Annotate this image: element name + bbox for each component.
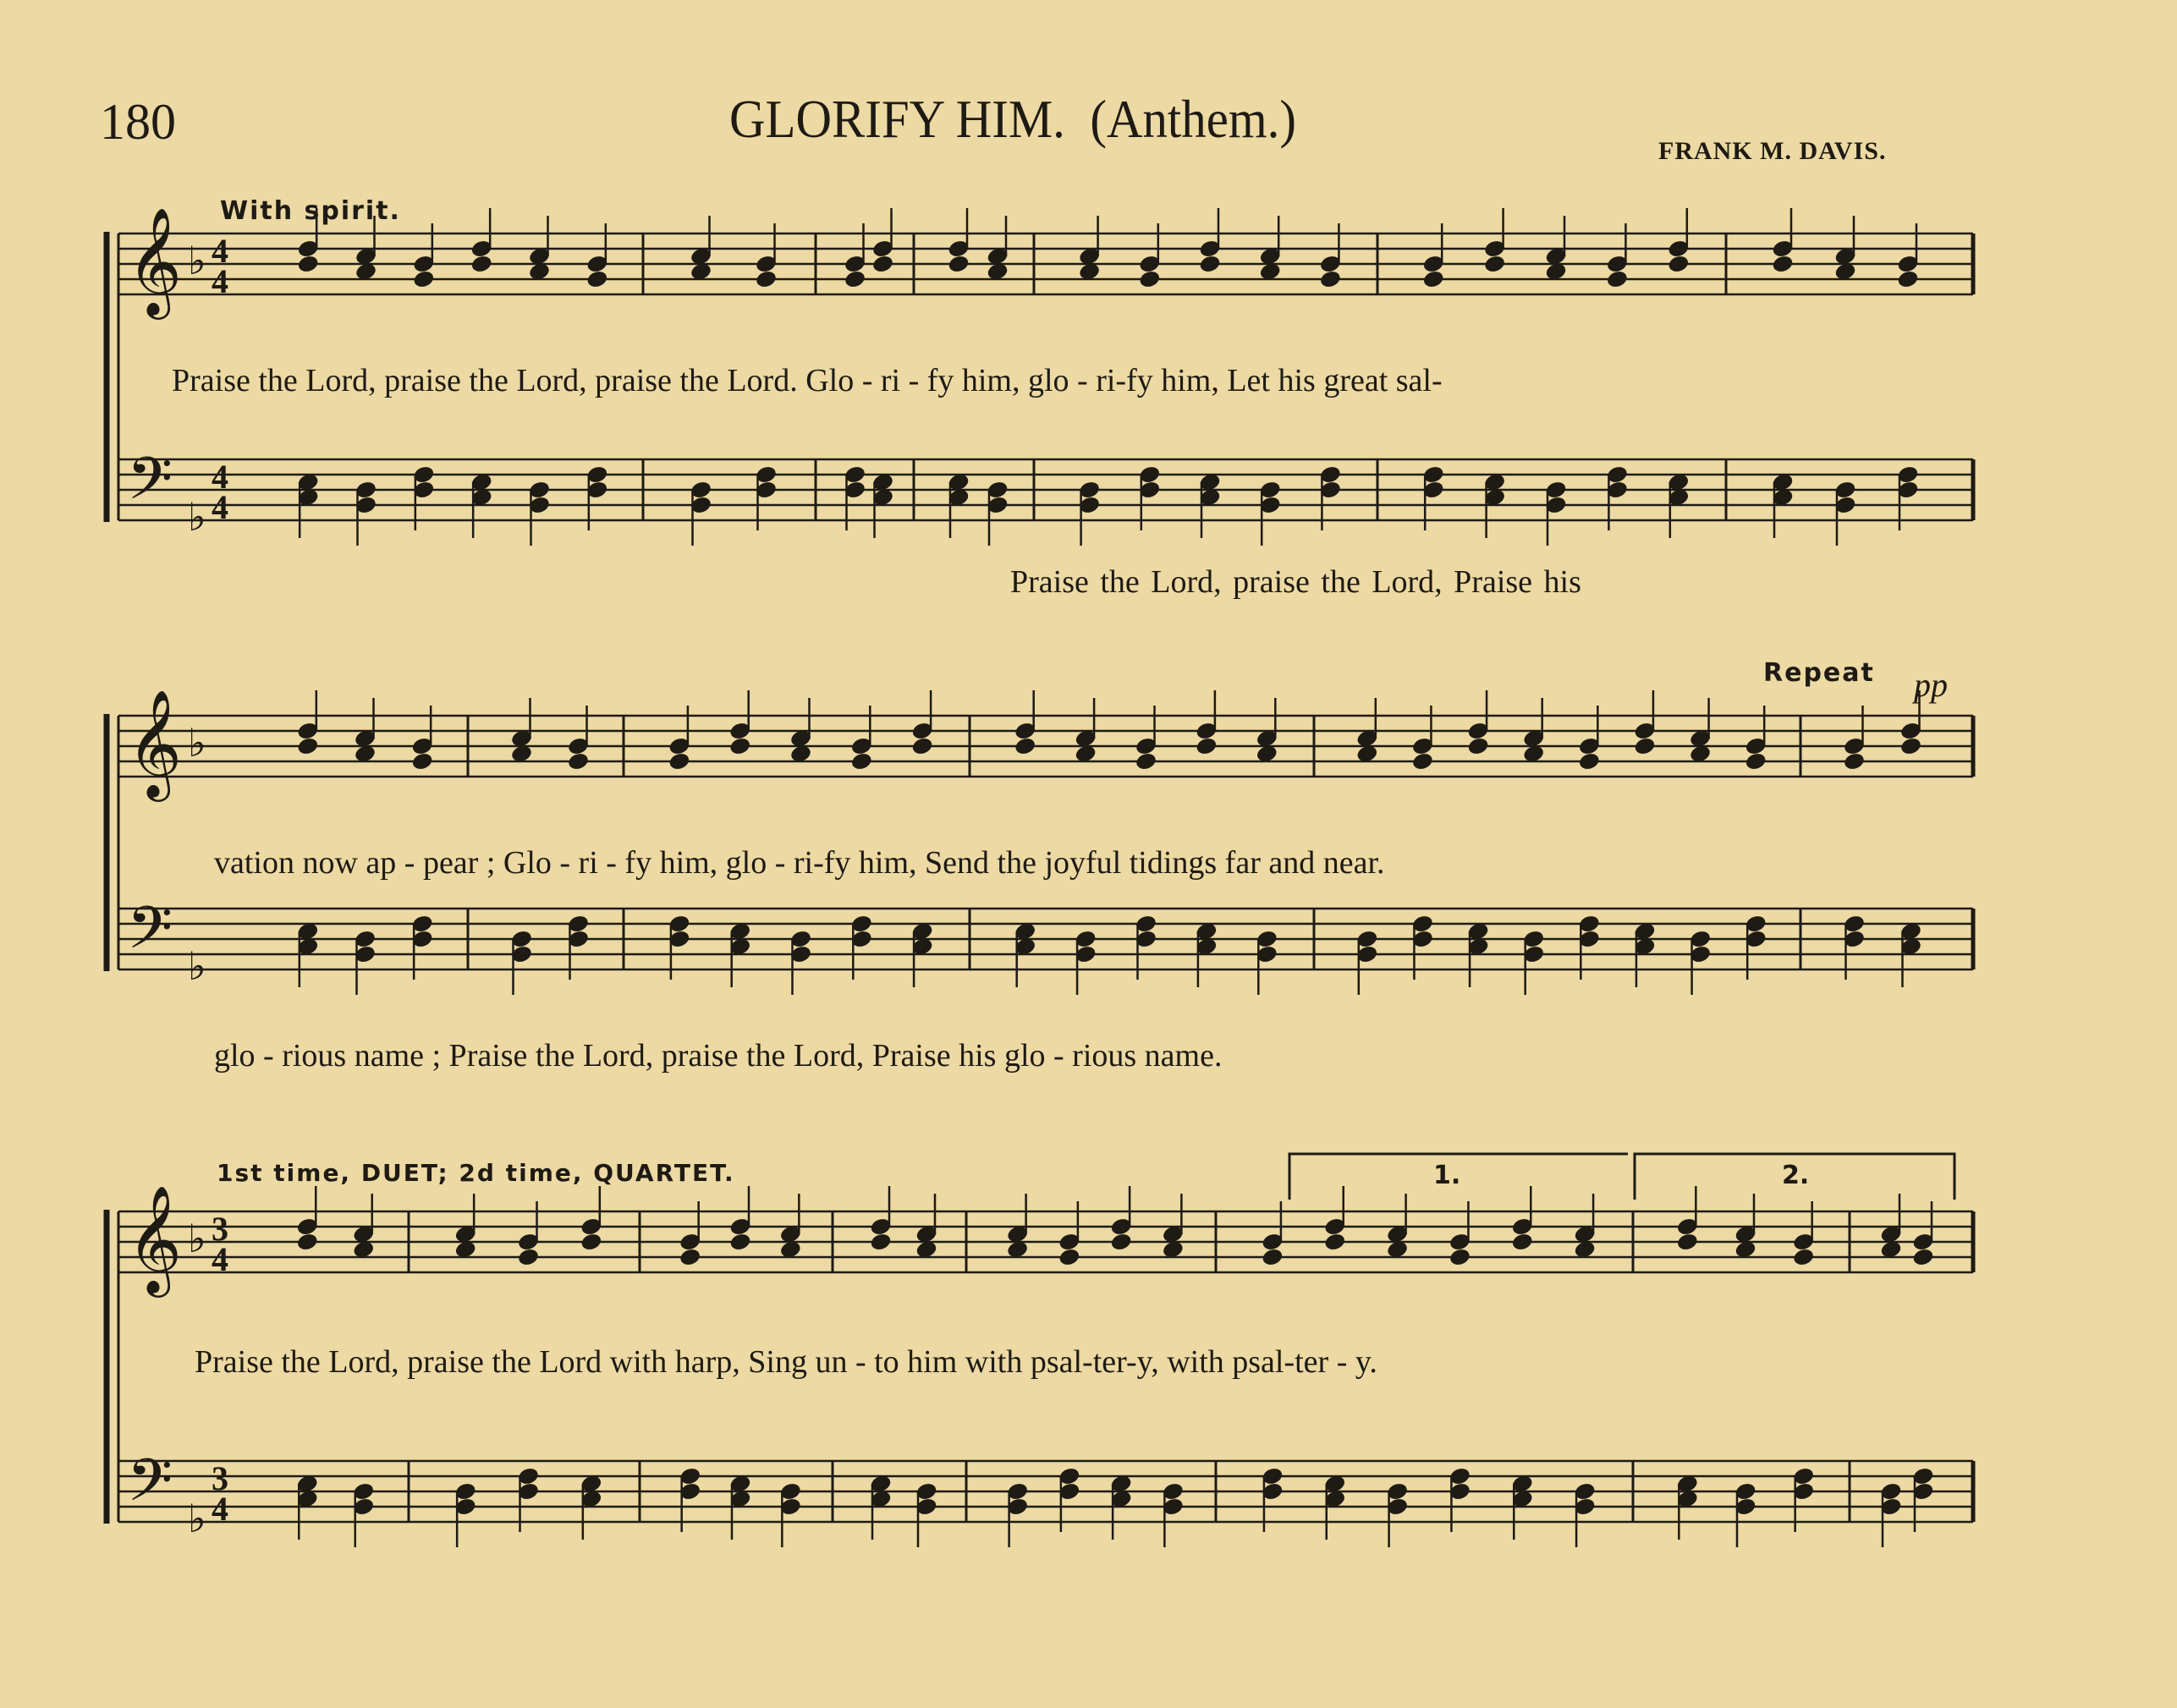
note-head-1-treble-18-1 — [1484, 255, 1506, 274]
note-head-2-treble-6-1 — [729, 737, 751, 756]
note-head-1-treble-13-1 — [1139, 270, 1161, 289]
key-flat-bass-2: ♭ — [188, 943, 206, 989]
time-sig-bottom-3-bass: 4 — [212, 1490, 228, 1528]
note-head-1-treble-17-1 — [1422, 270, 1444, 289]
note-head-1-treble-3-1 — [470, 255, 492, 274]
note-head-1-treble-9-1 — [871, 255, 893, 274]
note-head-3-treble-8-1 — [870, 1233, 892, 1252]
time-sig-bottom-1-treble: 4 — [212, 262, 228, 300]
note-head-1-treble-14-1 — [1199, 255, 1221, 274]
note-head-2-treble-19-1 — [1578, 752, 1600, 772]
note-head-3-treble-24-1 — [1912, 1248, 1934, 1267]
composer: FRANK M. DAVIS. — [1658, 137, 1887, 165]
lyrics-2-bass: glo - rious name ; Praise the Lord, praise the Lord, Praise his glo - rious name. — [214, 1038, 1223, 1074]
note-head-2-treble-17-1 — [1467, 737, 1489, 756]
note-head-2-treble-20-1 — [1634, 737, 1656, 756]
lyrics-2-treble: vation now ap - pear ; Glo - ri - fy him, glo - ri-fy him, Send the joyful tidings far and near. — [214, 845, 1385, 881]
note-head-3-treble-0-1 — [296, 1233, 318, 1252]
key-flat-treble-2: ♭ — [188, 720, 206, 766]
note-head-3-treble-22-1 — [1793, 1248, 1815, 1267]
note-head-3-treble-20-1 — [1676, 1233, 1698, 1252]
key-flat-treble-1: ♭ — [188, 238, 206, 283]
performance-direction: 1st time, DUET; 2d time, QUARTET. — [217, 1159, 735, 1187]
lyrics-1-treble: Praise the Lord, praise the Lord, praise the Lord. Glo - ri - fy him, glo - ri-fy him, Let his great sal- — [172, 363, 1443, 398]
note-head-2-treble-12-1 — [1135, 752, 1157, 772]
note-head-1-treble-2-1 — [413, 270, 435, 289]
note-head-2-treble-24-1 — [1899, 737, 1921, 756]
second-ending-label: 2. — [1782, 1161, 1810, 1190]
treble-clef-icon-1: 𝄞 — [127, 206, 183, 315]
second-ending-bracket — [1635, 1154, 1954, 1200]
key-flat-treble-3: ♭ — [188, 1216, 206, 1261]
note-head-1-treble-5-1 — [586, 270, 608, 289]
note-head-3-treble-15-1 — [1324, 1233, 1346, 1252]
note-head-3-treble-3-1 — [517, 1248, 539, 1267]
note-head-2-treble-9-1 — [911, 737, 933, 756]
key-flat-bass-1: ♭ — [188, 494, 206, 540]
time-sig-top-1-treble: 4 — [212, 232, 228, 270]
tempo-direction: With spirit. — [220, 196, 401, 226]
note-head-2-treble-13-1 — [1196, 737, 1218, 756]
note-head-1-treble-0-1 — [297, 255, 319, 274]
note-head-1-treble-22-1 — [1772, 255, 1794, 274]
note-head-3-treble-12-1 — [1110, 1233, 1132, 1252]
bass-clef-icon-3: 𝄢 — [127, 1446, 173, 1529]
time-sig-top-3-bass: 3 — [212, 1459, 228, 1497]
note-head-1-treble-16-1 — [1319, 270, 1341, 289]
bass-clef-icon-2: 𝄢 — [127, 893, 173, 976]
note-head-2-treble-23-1 — [1843, 752, 1865, 772]
bass-clef-icon-1: 𝄢 — [127, 444, 173, 527]
note-head-2-treble-4-1 — [567, 752, 589, 772]
time-sig-top-1-bass: 4 — [212, 458, 228, 496]
time-sig-bottom-3-treble: 4 — [212, 1240, 228, 1278]
note-head-1-treble-21-1 — [1668, 255, 1690, 274]
treble-clef-icon-3: 𝄞 — [127, 1184, 183, 1293]
first-ending-label: 1. — [1433, 1161, 1461, 1190]
note-head-3-treble-11-1 — [1058, 1248, 1080, 1267]
note-head-3-treble-14-1 — [1262, 1248, 1284, 1267]
note-head-2-treble-10-1 — [1014, 737, 1036, 756]
note-head-1-treble-24-1 — [1897, 270, 1919, 289]
note-head-2-treble-2-1 — [411, 752, 433, 772]
note-head-1-treble-20-1 — [1606, 270, 1628, 289]
dynamic-pp: pp — [1914, 666, 1948, 704]
time-sig-top-3-treble: 3 — [212, 1210, 228, 1248]
lyrics-1-bass: Praise the Lord, praise the Lord, Praise his — [1010, 564, 1581, 600]
time-sig-bottom-1-bass: 4 — [212, 488, 228, 526]
treble-clef-icon-2: 𝄞 — [127, 689, 183, 797]
lyrics-3-treble: Praise the Lord, praise the Lord with harp, Sing un - to him with psal-ter-y, with psal-ter - y. — [195, 1344, 1377, 1380]
note-head-2-treble-16-1 — [1411, 752, 1433, 772]
note-head-1-treble-8-1 — [844, 270, 866, 289]
repeat-direction: Repeat — [1763, 658, 1875, 688]
title-text: GLORIFY HIM. — [729, 89, 1065, 149]
note-head-2-treble-5-1 — [668, 752, 690, 772]
note-head-2-treble-22-1 — [1745, 752, 1767, 772]
note-head-2-treble-0-1 — [297, 737, 319, 756]
subtitle-text: (Anthem.) — [1090, 89, 1296, 149]
key-flat-bass-3: ♭ — [188, 1496, 206, 1541]
note-head-1-treble-7-1 — [755, 270, 777, 289]
note-head-3-treble-5-1 — [679, 1248, 701, 1267]
note-head-3-treble-17-1 — [1449, 1248, 1471, 1267]
note-head-1-treble-10-1 — [948, 255, 970, 274]
note-head-3-treble-4-1 — [580, 1233, 602, 1252]
page-number: 180 — [100, 94, 176, 150]
first-ending-bracket — [1289, 1154, 1628, 1200]
note-head-3-treble-18-1 — [1511, 1233, 1533, 1252]
note-head-3-treble-6-1 — [729, 1233, 751, 1252]
note-head-2-treble-8-1 — [850, 752, 872, 772]
